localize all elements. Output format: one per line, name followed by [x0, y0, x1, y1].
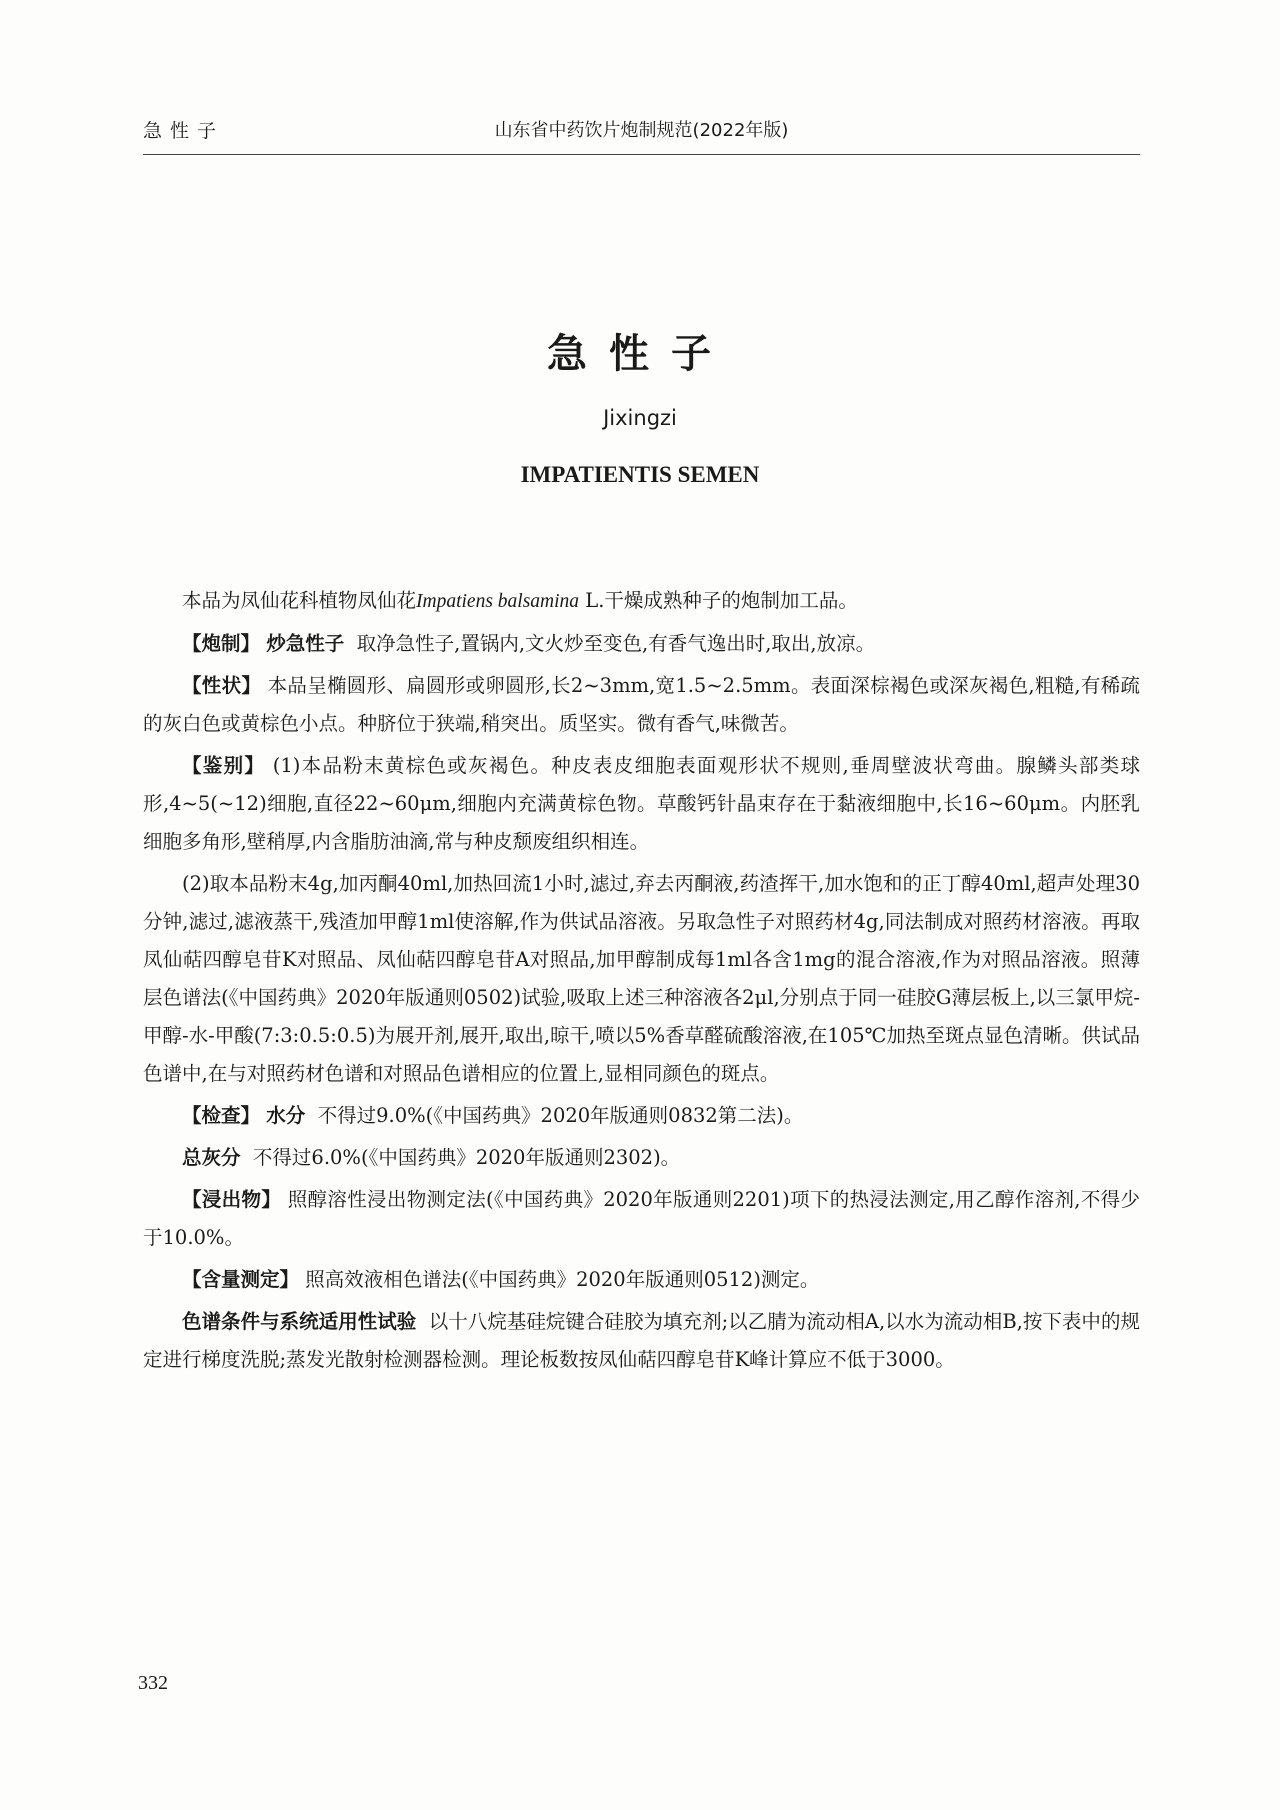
processing-text: 取净急性子,置锅内,文火炒至变色,有香气逸出时,取出,放凉。: [356, 632, 876, 655]
species-name: Impatiens balsamina: [416, 591, 580, 612]
chromatography-paragraph: [143, 1303, 1140, 1379]
moisture-label: 水分: [266, 1104, 306, 1127]
extract-paragraph: [143, 1181, 1140, 1257]
characters-text: 本品呈椭圆形、扁圆形或卵圆形,长2~3mm,宽1.5~2.5mm。表面深棕褐色或深灰褐色,粗糙,有稀疏的灰白色或黄棕色小点。种脐位于狭端,稍突出。质坚实。微有香气,味微苦。: [143, 674, 1140, 735]
ash-text: 不得过6.0%(《中国药典》2020年版通则2302)。: [252, 1146, 681, 1169]
identification-text-2: (2)取本品粉末4g,加丙酮40ml,加热回流1小时,滤过,弃去丙酮液,药渣挥干,加水饱和的正丁醇40ml,超声处理30分钟,滤过,滤液蒸干,残渣加甲醇1ml使溶解,作为供试品溶液。另取急性子对照药材4g,同法制成对照药材溶液。再取凤仙萜四醇皂苷K对照品、凤仙萜四醇皂苷A对照品,加甲醇制成每1ml各含1mg的混合溶液,作为对照品溶液。照薄层色谱法(《中国药典》2020年版通则0502)试验,吸取上述三种溶液各2μl,分别点于同一硅胶G薄层板上,以三氯甲烷-甲醇-水-甲酸(7:3:0.5:0.5)为展开剂,展开,取出,晾干,喷以5%香草醛硫酸溶液,在105℃加热至斑点显色清晰。供试品色谱中,在与对照药材色谱和对照品色谱相应的位置上,显相同颜色的斑点。: [143, 872, 1140, 1085]
intro-after: L.干燥成熟种子的炮制加工品。: [585, 589, 858, 612]
processing-item: 炒急性子: [266, 632, 345, 655]
inspection-paragraph: [143, 1097, 1140, 1135]
inspection-heading: 【检查】: [182, 1104, 261, 1127]
extract-heading: 【浸出物】: [182, 1188, 282, 1211]
ash-paragraph: [143, 1139, 1140, 1177]
intro-before: 本品为凤仙花科植物凤仙花: [182, 589, 417, 612]
header-section-name: 急性子: [143, 120, 225, 142]
page-number: 332: [138, 1672, 168, 1694]
processing-heading: 【炮制】: [182, 632, 261, 655]
identification-paragraph-2: [143, 865, 1140, 1093]
monograph-title: 急性子: [547, 331, 733, 377]
monograph-latin-name: IMPATIENTIS SEMEN: [520, 462, 760, 487]
chromatography-conditions-text: 以十八烷基硅烷键合硅胶为填充剂;以乙腈为流动相A,以水为流动相B,按下表中的规定进行梯度洗脱;蒸发光散射检测器检测。理论板数按凤仙萜四醇皂苷K峰计算应不低于3000。: [143, 1310, 1140, 1371]
header-book-title: 山东省中药饮片炮制规范(2022年版): [494, 120, 789, 141]
monograph-body: [143, 582, 1140, 1383]
extract-text: 照醇溶性浸出物测定法(《中国药典》2020年版通则2201)项下的热浸法测定,用乙醇作溶剂,不得少于10.0%。: [143, 1188, 1140, 1249]
identification-text-1: (1)本品粉末黄棕色或灰褐色。种皮表皮细胞表面观形状不规则,垂周壁波状弯曲。腺鳞头部类球形,4~5(~12)细胞,直径22~60μm,细胞内充满黄棕色物。草酸钙针晶束存在于黏液细胞中,长16~60μm。内胚乳细胞多角形,壁稍厚,内含脂肪油滴,常与种皮颓废组织相连。: [143, 754, 1140, 853]
assay-paragraph: [143, 1261, 1140, 1299]
characters-paragraph: [143, 667, 1140, 743]
ash-label: 总灰分: [182, 1146, 241, 1169]
monograph-pinyin: Jixingzi: [603, 406, 677, 430]
intro-paragraph: [143, 582, 1140, 621]
moisture-text: 不得过9.0%(《中国药典》2020年版通则0832第二法)。: [317, 1104, 804, 1127]
assay-heading: 【含量测定】: [182, 1268, 300, 1291]
assay-text: 照高效液相色谱法(《中国药典》2020年版通则0512)测定。: [305, 1268, 820, 1291]
chromatography-conditions-label: 色谱条件与系统适用性试验: [182, 1310, 417, 1333]
identification-paragraph-1: [143, 747, 1140, 861]
characters-heading: 【性状】: [182, 674, 262, 697]
identification-heading: 【鉴别】: [182, 754, 266, 777]
processing-paragraph: [143, 625, 1140, 663]
running-header: [143, 116, 1140, 155]
